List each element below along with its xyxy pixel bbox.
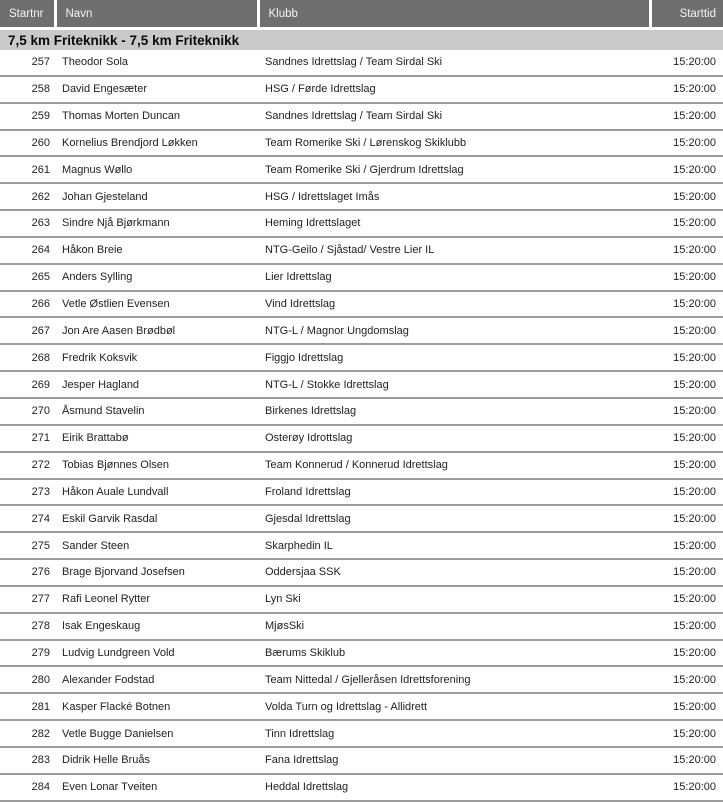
starttime-cell: 15:20:00: [650, 237, 723, 264]
athlete-name-cell: Isak Engeskaug: [55, 613, 258, 640]
table-row: [0, 720, 723, 747]
table-row: [0, 747, 723, 774]
startnr-cell: 271: [0, 425, 55, 452]
startnr-cell: 273: [0, 479, 55, 506]
starttime-cell: 15:20:00: [650, 613, 723, 640]
column-header-startnr: Startnr: [0, 0, 55, 29]
starttime-cell: 15:20:00: [650, 371, 723, 398]
starttime-cell: 15:20:00: [650, 103, 723, 130]
club-cell: HSG / Idrettslaget Imås: [258, 183, 650, 210]
startnr-cell: 258: [0, 76, 55, 103]
athlete-name-cell: Theodor Sola: [55, 50, 258, 76]
athlete-name-cell: Magnus Wøllo: [55, 156, 258, 183]
startnr-cell: 272: [0, 452, 55, 479]
table-row: [0, 183, 723, 210]
starttime-cell: 15:20:00: [650, 559, 723, 586]
club-cell: Froland Idrettslag: [258, 479, 650, 506]
starttime-cell: 15:20:00: [650, 425, 723, 452]
table-row: [0, 640, 723, 667]
athlete-name-cell: Vetle Bugge Danielsen: [55, 720, 258, 747]
startnr-cell: 262: [0, 183, 55, 210]
table-row: [0, 237, 723, 264]
starttime-cell: 15:20:00: [650, 156, 723, 183]
athlete-name-cell: Anders Sylling: [55, 264, 258, 291]
startnr-cell: 284: [0, 774, 55, 801]
starttime-cell: 15:20:00: [650, 666, 723, 693]
starttime-cell: 15:20:00: [650, 505, 723, 532]
starttime-cell: 15:20:00: [650, 720, 723, 747]
athlete-name-cell: Kornelius Brendjord Løkken: [55, 130, 258, 157]
startnr-cell: 274: [0, 505, 55, 532]
startnr-cell: 281: [0, 693, 55, 720]
startnr-cell: 270: [0, 398, 55, 425]
table-row: [0, 666, 723, 693]
table-header: [0, 0, 723, 29]
startnr-cell: 276: [0, 559, 55, 586]
startnr-cell: 267: [0, 317, 55, 344]
club-cell: Sandnes Idrettslag / Team Sirdal Ski: [258, 103, 650, 130]
club-cell: HSG / Førde Idrettslag: [258, 76, 650, 103]
starttime-cell: 15:20:00: [650, 50, 723, 76]
table-row: [0, 264, 723, 291]
table-row: [0, 559, 723, 586]
column-header-klubb: Klubb: [258, 0, 650, 29]
starttime-cell: 15:20:00: [650, 586, 723, 613]
athlete-name-cell: David Engesæter: [55, 76, 258, 103]
startnr-cell: 257: [0, 50, 55, 76]
athlete-name-cell: Rafi Leonel Rytter: [55, 586, 258, 613]
startnr-cell: 279: [0, 640, 55, 667]
starttime-cell: 15:20:00: [650, 317, 723, 344]
startnr-cell: 278: [0, 613, 55, 640]
athlete-name-cell: Sindre Njå Bjørkmann: [55, 210, 258, 237]
header-row: [0, 0, 723, 29]
table-row: [0, 344, 723, 371]
athlete-name-cell: Didrik Helle Bruås: [55, 747, 258, 774]
athlete-name-cell: Eskil Garvik Rasdal: [55, 505, 258, 532]
table-row: [0, 50, 723, 76]
startnr-cell: 263: [0, 210, 55, 237]
table-row: [0, 425, 723, 452]
club-cell: Lier Idrettslag: [258, 264, 650, 291]
table-row: [0, 774, 723, 801]
starttime-cell: 15:20:00: [650, 452, 723, 479]
club-cell: Birkenes Idrettslag: [258, 398, 650, 425]
startnr-cell: 261: [0, 156, 55, 183]
table-row: [0, 398, 723, 425]
starttime-cell: 15:20:00: [650, 747, 723, 774]
starttime-cell: 15:20:00: [650, 291, 723, 318]
club-cell: MjøsSki: [258, 613, 650, 640]
table-row: [0, 479, 723, 506]
startnr-cell: 275: [0, 532, 55, 559]
athlete-name-cell: Thomas Morten Duncan: [55, 103, 258, 130]
starttime-cell: 15:20:00: [650, 130, 723, 157]
table-row: [0, 586, 723, 613]
startlist-rows: [0, 50, 723, 801]
starttime-cell: 15:20:00: [650, 344, 723, 371]
table-row: [0, 103, 723, 130]
club-cell: Heming Idrettslaget: [258, 210, 650, 237]
startnr-cell: 266: [0, 291, 55, 318]
starttime-cell: 15:20:00: [650, 398, 723, 425]
club-cell: Gjesdal Idrettslag: [258, 505, 650, 532]
startnr-cell: 277: [0, 586, 55, 613]
startnr-cell: 269: [0, 371, 55, 398]
athlete-name-cell: Brage Bjorvand Josefsen: [55, 559, 258, 586]
club-cell: Team Konnerud / Konnerud Idrettslag: [258, 452, 650, 479]
athlete-name-cell: Ludvig Lundgreen Vold: [55, 640, 258, 667]
table-row: [0, 210, 723, 237]
table-row: [0, 291, 723, 318]
club-cell: Lyn Ski: [258, 586, 650, 613]
club-cell: Heddal Idrettslag: [258, 774, 650, 801]
table-row: [0, 532, 723, 559]
club-cell: Team Nittedal / Gjelleråsen Idrettsforening: [258, 666, 650, 693]
club-cell: NTG-L / Magnor Ungdomslag: [258, 317, 650, 344]
athlete-name-cell: Jon Are Aasen Brødbøl: [55, 317, 258, 344]
table-row: [0, 613, 723, 640]
table-row: [0, 693, 723, 720]
race-section-title: 7,5 km Friteknikk - 7,5 km Friteknikk: [0, 29, 723, 51]
athlete-name-cell: Vetle Østlien Evensen: [55, 291, 258, 318]
club-cell: Figgjo Idrettslag: [258, 344, 650, 371]
table-row: [0, 130, 723, 157]
race-section-header: [0, 29, 723, 51]
athlete-name-cell: Fredrik Koksvik: [55, 344, 258, 371]
table-row: [0, 76, 723, 103]
athlete-name-cell: Tobias Bjønnes Olsen: [55, 452, 258, 479]
table-row: [0, 505, 723, 532]
club-cell: NTG-L / Stokke Idrettslag: [258, 371, 650, 398]
startnr-cell: 264: [0, 237, 55, 264]
startnr-cell: 280: [0, 666, 55, 693]
starttime-cell: 15:20:00: [650, 640, 723, 667]
starttime-cell: 15:20:00: [650, 532, 723, 559]
club-cell: Vind Idrettslag: [258, 291, 650, 318]
startnr-cell: 268: [0, 344, 55, 371]
startnr-cell: 282: [0, 720, 55, 747]
club-cell: Sandnes Idrettslag / Team Sirdal Ski: [258, 50, 650, 76]
column-header-starttid: Starttid: [650, 0, 723, 29]
starttime-cell: 15:20:00: [650, 264, 723, 291]
athlete-name-cell: Jesper Hagland: [55, 371, 258, 398]
athlete-name-cell: Even Lonar Tveiten: [55, 774, 258, 801]
table-row: [0, 371, 723, 398]
table-row: [0, 452, 723, 479]
starttime-cell: 15:20:00: [650, 210, 723, 237]
starttime-cell: 15:20:00: [650, 479, 723, 506]
club-cell: Tinn Idrettslag: [258, 720, 650, 747]
starttime-cell: 15:20:00: [650, 76, 723, 103]
athlete-name-cell: Eirik Brattabø: [55, 425, 258, 452]
athlete-name-cell: Johan Gjesteland: [55, 183, 258, 210]
starttime-cell: 15:20:00: [650, 693, 723, 720]
athlete-name-cell: Sander Steen: [55, 532, 258, 559]
column-header-navn: Navn: [55, 0, 258, 29]
athlete-name-cell: Kasper Flacké Botnen: [55, 693, 258, 720]
startnr-cell: 260: [0, 130, 55, 157]
athlete-name-cell: Håkon Breie: [55, 237, 258, 264]
club-cell: Skarphedin IL: [258, 532, 650, 559]
startnr-cell: 283: [0, 747, 55, 774]
athlete-name-cell: Håkon Auale Lundvall: [55, 479, 258, 506]
startnr-cell: 259: [0, 103, 55, 130]
club-cell: Team Romerike Ski / Lørenskog Skiklubb: [258, 130, 650, 157]
startnr-cell: 265: [0, 264, 55, 291]
athlete-name-cell: Alexander Fodstad: [55, 666, 258, 693]
club-cell: NTG-Geilo / Sjåstad/ Vestre Lier IL: [258, 237, 650, 264]
table-row: [0, 156, 723, 183]
starttime-cell: 15:20:00: [650, 774, 723, 801]
athlete-name-cell: Åsmund Stavelin: [55, 398, 258, 425]
table-row: [0, 317, 723, 344]
club-cell: Bærums Skiklub: [258, 640, 650, 667]
club-cell: Team Romerike Ski / Gjerdrum Idrettslag: [258, 156, 650, 183]
starttime-cell: 15:20:00: [650, 183, 723, 210]
club-cell: Oddersjaa SSK: [258, 559, 650, 586]
club-cell: Fana Idrettslag: [258, 747, 650, 774]
club-cell: Volda Turn og Idrettslag - Allidrett: [258, 693, 650, 720]
club-cell: Osterøy Idrottslag: [258, 425, 650, 452]
